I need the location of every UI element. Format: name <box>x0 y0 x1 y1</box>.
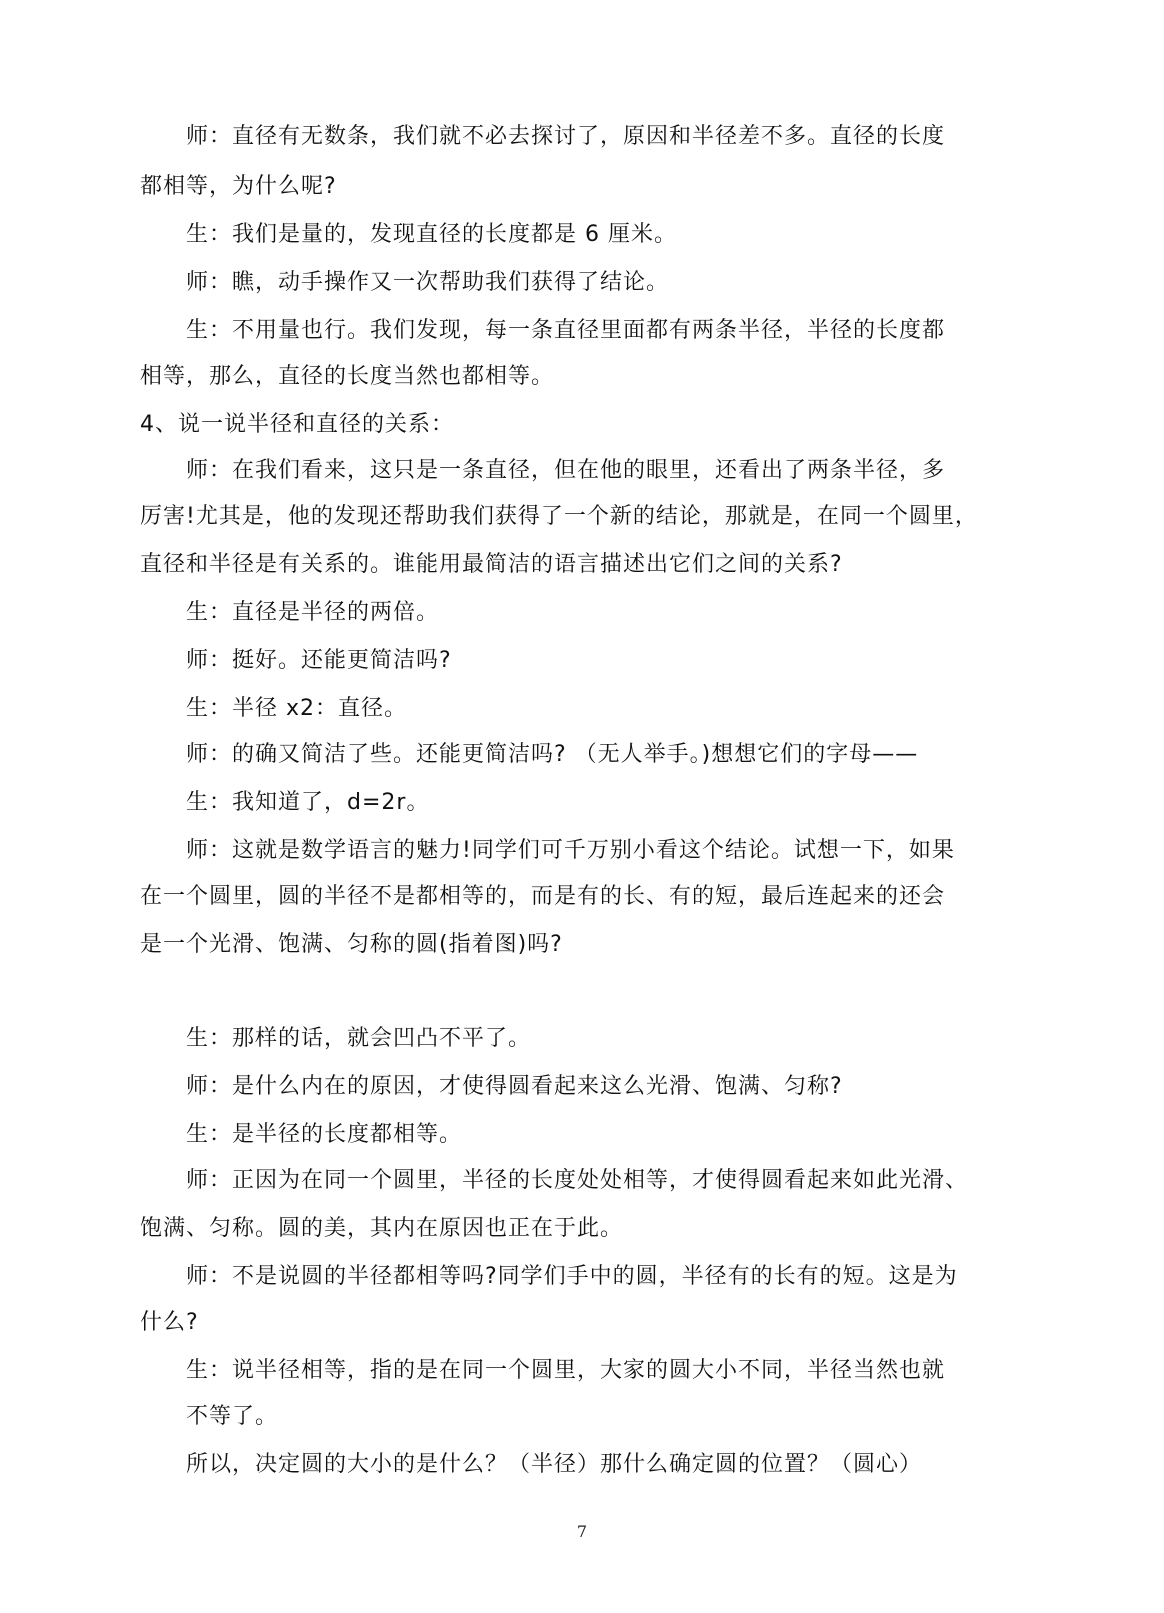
text-line: 所以，决定圆的大小的是什么？（半径）那什么确定圆的位置？（圆心） <box>186 1452 923 1477</box>
text-line: 厉害!尤其是，他的发现还帮助我们获得了一个新的结论，那就是，在同一个圆里， <box>140 504 978 529</box>
text-line: 生：那样的话，就会凹凸不平了。 <box>186 1026 532 1051</box>
text-line: 生：是半径的长度都相等。 <box>186 1122 463 1147</box>
text-line: 在一个圆里，圆的半径不是都相等的，而是有的长、有的短，最后连起来的还会 <box>140 884 946 909</box>
text-line: 生：说半径相等，指的是在同一个圆里，大家的圆大小不同，半径当然也就 <box>186 1358 946 1383</box>
text-line: 师：正因为在同一个圆里，半径的长度处处相等，才使得圆看起来如此光滑、 <box>186 1168 969 1193</box>
text-line: 师：瞧，动手操作又一次帮助我们获得了结论。 <box>186 270 670 295</box>
text-line: 直径和半径是有关系的。谁能用最简洁的语言描述出它们之间的关系? <box>140 552 843 577</box>
text-line: 师：直径有无数条，我们就不必去探讨了，原因和半径差不多。直径的长度 <box>186 124 946 149</box>
text-line: 是一个光滑、饱满、匀称的圆(指着图)吗? <box>140 932 563 957</box>
text-line: 生：我知道了，d=2r。 <box>186 790 430 815</box>
text-line: 师：在我们看来，这只是一条直径，但在他的眼里，还看出了两条半径，多 <box>186 458 946 483</box>
text-line: 师：这就是数学语言的魅力!同学们可千万别小看这个结论。试想一下，如果 <box>186 838 955 863</box>
text-line: 师：是什么内在的原因，才使得圆看起来这么光滑、饱满、匀称? <box>186 1074 843 1099</box>
text-line: 相等，那么，直径的长度当然也都相等。 <box>140 364 555 389</box>
text-line: 生：我们是量的，发现直径的长度都是 6 厘米。 <box>186 222 677 247</box>
text-line: 不等了。 <box>186 1404 279 1429</box>
text-line: 饱满、匀称。圆的美，其内在原因也正在于此。 <box>140 1216 624 1241</box>
text-line: 师：的确又简洁了些。还能更简洁吗? （无人举手。)想想它们的字母—— <box>186 742 919 767</box>
text-line: 师：挺好。还能更简洁吗? <box>186 648 452 673</box>
text-line: 什么? <box>140 1310 199 1335</box>
text-line: 生：半径 x2：直径。 <box>186 696 408 721</box>
text-line: 师：不是说圆的半径都相等吗?同学们手中的圆，半径有的长有的短。这是为 <box>186 1264 958 1289</box>
text-line: 生：不用量也行。我们发现，每一条直径里面都有两条半径，半径的长度都 <box>186 318 946 343</box>
page-number: 7 <box>576 1522 588 1541</box>
text-line: 生：直径是半径的两倍。 <box>186 600 440 625</box>
section-heading: 4、说一说半径和直径的关系： <box>140 412 454 437</box>
text-line: 都相等，为什么呢? <box>140 174 337 199</box>
